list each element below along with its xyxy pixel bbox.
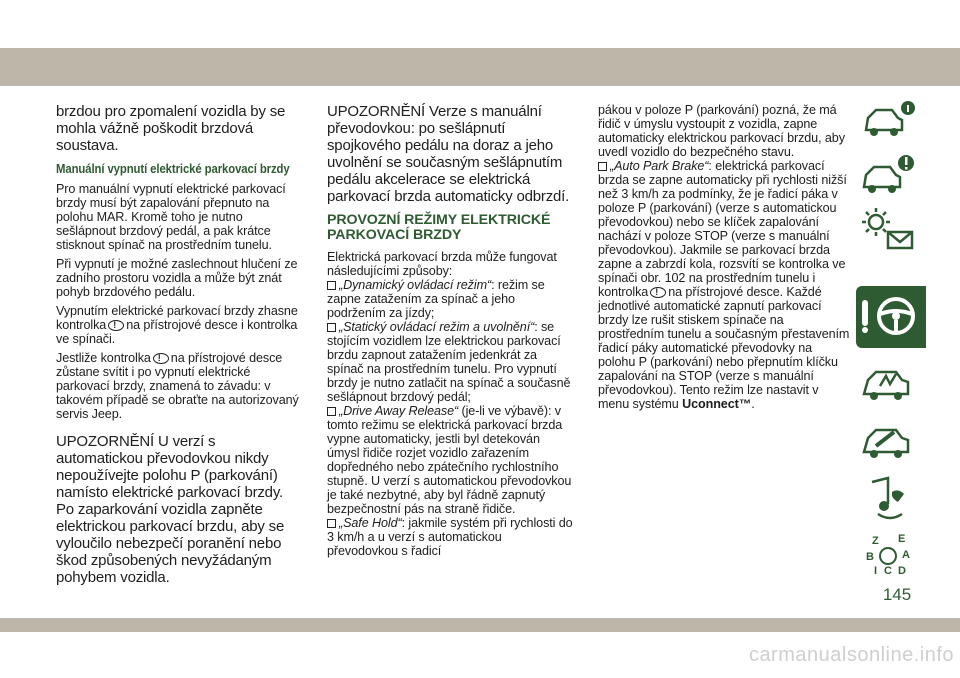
paragraph: Pro manuální vypnutí elektrické parkovací brzdy musí být zapalování přepnuto na polohu MAR. Kromě toho je nutno sešlápnout brzdový pedál, a pak krátce stisknout spínač na prostředním tunelu. [56, 182, 286, 252]
svg-text:B: B [866, 551, 874, 563]
bullet-icon [327, 519, 336, 528]
section-title: PROVOZNÍ REŽIMY ELEKTRICKÉ PARKOVACÍ BRZDY [327, 212, 551, 243]
watermark: carmanualsonline.info [748, 644, 954, 666]
paragraph: Jestliže kontrolka! na přístrojové desce zůstane svítit i po vypnutí elektrické parkovací brzdy, znamená to závadu: v takovém případě se obraťte na autorizovaný servis Jeep. [56, 351, 302, 421]
brake-warning-lamp-icon [108, 320, 124, 331]
svg-text:E: E [898, 533, 906, 545]
music-phone-icon [858, 470, 920, 525]
car-warning-icon [858, 147, 920, 202]
paragraph: Vypnutím elektrické parkovací brzdy zhasne kontrolka! na přístrojové desce i kontrolka ve spínači. [56, 304, 302, 346]
bullet-icon [327, 323, 336, 332]
lights-mail-icon [858, 202, 920, 257]
car-info-icon [858, 92, 920, 147]
bottom-band [0, 618, 960, 632]
tab-alphabet-index[interactable] [858, 528, 920, 583]
column-3 [598, 103, 850, 411]
svg-text:D: D [898, 565, 906, 577]
tab-lights-mail[interactable] [858, 202, 920, 257]
uconnect-label: Uconnect™ [682, 397, 752, 411]
tab-steering-key[interactable] [856, 286, 926, 348]
bullet-icon [327, 407, 336, 416]
paragraph: Elektrická parkovací brzda může fungovat následujícími způsoby: „Dynamický ovládací režim“: režim se zapne zatažením za spínač a jeho podržením za jízdy; „Statický ovládací režim a uvolnění“: se stojícím vozidlem lze elektrickou parkovací brzdu zapnout zatažením jedenkrát za spínač na prostředním tunelu. Pro vypnutí brzdy je nutno zatlačit na spínač a současně sešlápnout brzdový pedál; „Drive Away Release“ (je-li ve výbavě): v tomto režimu se elektrická parkovací brzda vypne automaticky, jestli byl detekován úmysl řidiče rozjet vozidlo zařazením dopředného nebo zpátečního rychlostního stupně. U verzí s automatickou převodovkou je také nezbytné, aby byl řádně zapnutý bezpečnostní pás na straně řidiče. „Safe Hold“: jakmile systém při rychlosti do 3 km/h a u verzí s automatickou převodovkou s řadicí [327, 250, 573, 558]
wrench-car-icon [858, 410, 920, 465]
svg-text:I: I [874, 565, 878, 577]
alphabet-index-icon [858, 528, 920, 583]
intro-text: brzdou pro zpomalení vozidla by se mohla vážně poškodit brzdová soustava. [56, 103, 286, 154]
steering-key-icon [856, 286, 926, 348]
column-2 [327, 103, 575, 558]
tab-car-warning[interactable] [858, 147, 920, 202]
paragraph: pákou v poloze P (parkování) pozná, že má řidič v úmyslu vystoupit z vozidla, zapne automaticky elektrickou parkovací brzdu, aby uvedl vozidlo do bezpečného stavu. „Auto Park Brake“: elektrická parkovací brzda se zapne automaticky při rychlosti nižší než 3 km/h za podmínky, že je řadicí páka v poloze P (parkování) (verze s automatickou převodovkou) nebo se klíček zapalování nachází v poloze STOP (verze s manuální převodovkou). Jakmile se parkovací brzda zapne a zabrzdí kola, rozsvítí se kontrolka ve spínači obr. 102 na prostředním tunelu i kontrolka! na přístrojové desce. Každé jednotlivé automatické zapnutí parkovací brzdy lze rušit stiskem spínače na prostředním tunelu a současným přestavením řadicí páky automatické převodovky na polohu P (parkování) nebo přepnutím klíčku zapalování na STOP (verze s manuální převodovkou). Tento režim lze nastavit v menu systému Uconnect™. [598, 103, 850, 411]
warning-title: UPOZORNĚNÍ [56, 433, 155, 450]
crash-icon [858, 352, 920, 407]
brake-warning-lamp-icon [153, 353, 169, 364]
tab-music-phone[interactable] [858, 470, 920, 525]
subheading-manual-release: Manuální vypnutí elektrické parkovací brzdy [56, 162, 290, 176]
column-1 [56, 103, 302, 594]
bullet-icon [598, 162, 607, 171]
paragraph: Při vypnutí je možné zaslechnout hlučení ze zadního prostoru vozidla a může být znát pohyb brzdového pedálu. [56, 257, 298, 299]
svg-text:A: A [902, 549, 910, 561]
svg-text:Z: Z [872, 535, 879, 547]
tab-wrench-car[interactable] [858, 410, 920, 465]
svg-text:C: C [884, 565, 892, 577]
top-band [0, 48, 960, 86]
warning-box [56, 433, 302, 586]
bullet-icon [327, 281, 336, 290]
warning-text: Verze s manuální převodovkou: po sešlápnutí spojkového pedálu na doraz a jeho uvolnění se současným sešlápnutím pedálu akcelerace se elektrická parkovací brzda automaticky odbrzdí. [327, 103, 570, 205]
page-number: 145 [882, 585, 912, 604]
tab-car-info[interactable] [858, 92, 920, 147]
brake-warning-lamp-icon [650, 287, 666, 298]
warning-box [327, 103, 575, 205]
warning-text: U verzí s automatickou převodovkou nikdy nepoužívejte polohu P (parkování) namísto elektrické parkovací brzdy. Po zaparkování vozidla zapněte elektrickou parkovací brzdu, aby se vyloučilo nebezpečí poranění nebo škod způsobených nevyžádaným pohybem vozidla. [56, 433, 285, 586]
warning-title: UPOZORNĚNÍ [327, 103, 426, 120]
tab-crash[interactable] [858, 352, 920, 407]
